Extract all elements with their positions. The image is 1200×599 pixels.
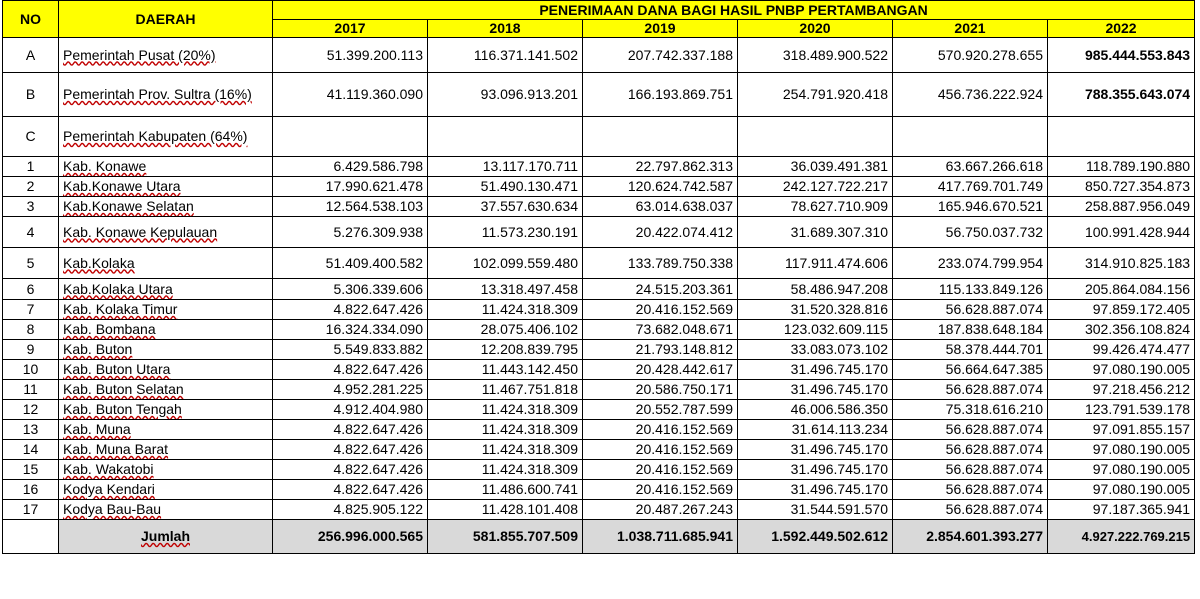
row-daerah-text: Kab.Kolaka xyxy=(63,254,135,271)
row-value: 97.080.190.005 xyxy=(1048,440,1195,460)
header-daerah: DAERAH xyxy=(59,1,273,38)
row-no: 8 xyxy=(3,320,59,340)
row-value: 123.032.609.115 xyxy=(738,320,893,340)
row-value: 93.096.913.201 xyxy=(428,73,583,117)
row-value: 31.544.591.570 xyxy=(738,500,893,520)
table-row xyxy=(3,38,1195,73)
row-no: 16 xyxy=(3,480,59,500)
row-value: 102.099.559.480 xyxy=(428,248,583,279)
row-no: 14 xyxy=(3,440,59,460)
row-value: 20.416.152.569 xyxy=(583,480,738,500)
table-row xyxy=(3,440,1195,460)
row-value: 20.552.787.599 xyxy=(583,400,738,420)
row-no: 13 xyxy=(3,420,59,440)
row-value: 31.614.113.234 xyxy=(738,420,893,440)
total-value: 581.855.707.509 xyxy=(428,520,583,554)
row-value: 20.416.152.569 xyxy=(583,300,738,320)
header-group: PENERIMAAN DANA BAGI HASIL PNBP PERTAMBANGAN xyxy=(273,1,1195,20)
table-row xyxy=(3,197,1195,217)
row-value: 5.276.309.938 xyxy=(273,217,428,248)
row-value: 11.486.600.741 xyxy=(428,480,583,500)
row-daerah xyxy=(59,440,273,460)
row-daerah-text: Kab.Konawe Utara xyxy=(63,178,181,194)
total-label-text: Jumlah xyxy=(140,528,190,544)
row-daerah xyxy=(59,177,273,197)
row-daerah-text: Kab.Kolaka Utara xyxy=(63,280,173,297)
row-no: 6 xyxy=(3,279,59,300)
row-no: 17 xyxy=(3,500,59,520)
row-value: 51.409.400.582 xyxy=(273,248,428,279)
row-value: 31.496.745.170 xyxy=(738,480,893,500)
row-value: 4.822.647.426 xyxy=(273,300,428,320)
row-no: A xyxy=(3,38,59,73)
row-value: 97.080.190.005 xyxy=(1048,460,1195,480)
row-value: 13.117.170.711 xyxy=(428,157,583,177)
row-daerah xyxy=(59,400,273,420)
row-value: 75.318.616.210 xyxy=(893,400,1048,420)
row-value: 16.324.334.090 xyxy=(273,320,428,340)
row-value: 570.920.278.655 xyxy=(893,38,1048,73)
row-value: 118.789.190.880 xyxy=(1048,157,1195,177)
row-value: 123.791.539.178 xyxy=(1048,400,1195,420)
total-value: 256.996.000.565 xyxy=(273,520,428,554)
row-value: 254.791.920.418 xyxy=(738,73,893,117)
row-value: 11.424.318.309 xyxy=(428,300,583,320)
row-no: 1 xyxy=(3,157,59,177)
row-value: 133.789.750.338 xyxy=(583,248,738,279)
row-daerah xyxy=(59,300,273,320)
table-row xyxy=(3,279,1195,300)
row-value: 63.014.638.037 xyxy=(583,197,738,217)
row-value: 11.424.318.309 xyxy=(428,400,583,420)
header-year: 2022 xyxy=(1048,20,1195,38)
row-value: 4.822.647.426 xyxy=(273,460,428,480)
row-value: 56.628.887.074 xyxy=(893,500,1048,520)
row-value: 36.039.491.381 xyxy=(738,157,893,177)
row-value: 4.822.647.426 xyxy=(273,440,428,460)
table-row xyxy=(3,217,1195,248)
row-value: 11.573.230.191 xyxy=(428,217,583,248)
row-no: B xyxy=(3,73,59,117)
row-value: 31.496.745.170 xyxy=(738,440,893,460)
row-value: 233.074.799.954 xyxy=(893,248,1048,279)
row-daerah-text: Kab. Muna Barat xyxy=(63,441,169,457)
row-value xyxy=(583,117,738,157)
row-daerah xyxy=(59,217,273,248)
row-no: 7 xyxy=(3,300,59,320)
row-value: 4.822.647.426 xyxy=(273,360,428,380)
table-row xyxy=(3,320,1195,340)
total-no-cell xyxy=(3,520,59,554)
pnbp-table xyxy=(2,0,1195,554)
row-no: 3 xyxy=(3,197,59,217)
row-value: 63.667.266.618 xyxy=(893,157,1048,177)
row-daerah-text: Pemerintah Pusat (20%) xyxy=(63,46,216,63)
row-daerah xyxy=(59,480,273,500)
row-value: 850.727.354.873 xyxy=(1048,177,1195,197)
row-daerah-text: Pemerintah Kabupaten (64%) xyxy=(63,128,248,144)
row-value: 20.487.267.243 xyxy=(583,500,738,520)
row-no: 9 xyxy=(3,340,59,360)
row-value: 187.838.648.184 xyxy=(893,320,1048,340)
table-row xyxy=(3,500,1195,520)
row-value: 13.318.497.458 xyxy=(428,279,583,300)
row-value: 4.912.404.980 xyxy=(273,400,428,420)
row-daerah-text: Kab. Buton xyxy=(63,341,133,357)
row-value: 4.822.647.426 xyxy=(273,480,428,500)
row-value: 12.564.538.103 xyxy=(273,197,428,217)
row-daerah xyxy=(59,380,273,400)
row-value: 31.496.745.170 xyxy=(738,360,893,380)
row-daerah xyxy=(59,157,273,177)
row-value: 56.628.887.074 xyxy=(893,380,1048,400)
table-row xyxy=(3,248,1195,279)
row-value: 24.515.203.361 xyxy=(583,279,738,300)
row-value: 97.218.456.212 xyxy=(1048,380,1195,400)
row-value: 51.399.200.113 xyxy=(273,38,428,73)
total-value: 1.038.711.685.941 xyxy=(583,520,738,554)
row-daerah-text: Kab. Muna xyxy=(63,421,131,437)
total-row xyxy=(3,520,1195,554)
header-year: 2019 xyxy=(583,20,738,38)
row-value: 97.187.365.941 xyxy=(1048,500,1195,520)
table-row xyxy=(3,340,1195,360)
table-row xyxy=(3,480,1195,500)
row-value: 116.371.141.502 xyxy=(428,38,583,73)
row-value: 258.887.956.049 xyxy=(1048,197,1195,217)
row-no: C xyxy=(3,117,59,157)
row-daerah xyxy=(59,279,273,300)
row-daerah-text: Kodya Bau-Bau xyxy=(63,501,162,517)
row-value: 165.946.670.521 xyxy=(893,197,1048,217)
table-row xyxy=(3,400,1195,420)
row-value: 58.486.947.208 xyxy=(738,279,893,300)
row-value: 56.628.887.074 xyxy=(893,440,1048,460)
row-value: 6.429.586.798 xyxy=(273,157,428,177)
row-value: 207.742.337.188 xyxy=(583,38,738,73)
row-value: 11.467.751.818 xyxy=(428,380,583,400)
row-value: 56.664.647.385 xyxy=(893,360,1048,380)
total-value: 4.927.222.769.215 xyxy=(1048,520,1195,554)
total-value: 1.592.449.502.612 xyxy=(738,520,893,554)
row-value: 4.952.281.225 xyxy=(273,380,428,400)
row-no: 4 xyxy=(3,217,59,248)
row-value: 31.496.745.170 xyxy=(738,460,893,480)
row-value: 318.489.900.522 xyxy=(738,38,893,73)
row-value: 11.443.142.450 xyxy=(428,360,583,380)
row-daerah-text: Kab. Buton Utara xyxy=(63,361,171,377)
table-row xyxy=(3,300,1195,320)
row-value: 56.628.887.074 xyxy=(893,300,1048,320)
header-year: 2017 xyxy=(273,20,428,38)
row-daerah-text: Kab.Konawe Selatan xyxy=(63,198,194,214)
row-value: 31.689.307.310 xyxy=(738,217,893,248)
row-value: 20.416.152.569 xyxy=(583,460,738,480)
table-row xyxy=(3,380,1195,400)
row-value: 41.119.360.090 xyxy=(273,73,428,117)
row-value: 28.075.406.102 xyxy=(428,320,583,340)
row-daerah xyxy=(59,38,273,73)
row-daerah-text: Kab. Konawe Kepulauan xyxy=(63,223,218,240)
row-value: 33.083.073.102 xyxy=(738,340,893,360)
table-row xyxy=(3,420,1195,440)
table-row xyxy=(3,73,1195,117)
row-daerah-text: Kab. Wakatobi xyxy=(63,461,154,477)
row-value: 56.628.887.074 xyxy=(893,420,1048,440)
row-value: 985.444.553.843 xyxy=(1048,38,1195,73)
table-row xyxy=(3,157,1195,177)
row-value: 456.736.222.924 xyxy=(893,73,1048,117)
row-value xyxy=(428,117,583,157)
row-daerah-text: Kab. Buton Selatan xyxy=(63,381,184,397)
row-value: 314.910.825.183 xyxy=(1048,248,1195,279)
row-value xyxy=(738,117,893,157)
row-value: 11.424.318.309 xyxy=(428,420,583,440)
row-value: 97.091.855.157 xyxy=(1048,420,1195,440)
row-value: 20.428.442.617 xyxy=(583,360,738,380)
row-value: 97.080.190.005 xyxy=(1048,480,1195,500)
row-value xyxy=(273,117,428,157)
row-value: 302.356.108.824 xyxy=(1048,320,1195,340)
row-value: 4.822.647.426 xyxy=(273,420,428,440)
row-value: 21.793.148.812 xyxy=(583,340,738,360)
row-value: 20.416.152.569 xyxy=(583,440,738,460)
row-value: 97.080.190.005 xyxy=(1048,360,1195,380)
row-value: 20.416.152.569 xyxy=(583,420,738,440)
row-daerah xyxy=(59,320,273,340)
row-value: 11.428.101.408 xyxy=(428,500,583,520)
row-no: 2 xyxy=(3,177,59,197)
row-daerah xyxy=(59,500,273,520)
row-daerah xyxy=(59,197,273,217)
row-value: 11.424.318.309 xyxy=(428,440,583,460)
row-daerah xyxy=(59,73,273,117)
row-daerah xyxy=(59,340,273,360)
row-value: 56.628.887.074 xyxy=(893,480,1048,500)
row-value: 100.991.428.944 xyxy=(1048,217,1195,248)
row-value: 37.557.630.634 xyxy=(428,197,583,217)
row-value: 117.911.474.606 xyxy=(738,248,893,279)
row-value: 20.422.074.412 xyxy=(583,217,738,248)
row-value: 115.133.849.126 xyxy=(893,279,1048,300)
row-value: 20.586.750.171 xyxy=(583,380,738,400)
table-row xyxy=(3,177,1195,197)
row-value: 166.193.869.751 xyxy=(583,73,738,117)
row-value: 417.769.701.749 xyxy=(893,177,1048,197)
row-value: 31.520.328.816 xyxy=(738,300,893,320)
row-value: 78.627.710.909 xyxy=(738,197,893,217)
row-value: 17.990.621.478 xyxy=(273,177,428,197)
row-value xyxy=(893,117,1048,157)
row-daerah-text: Kodya Kendari xyxy=(63,481,155,497)
header-year: 2021 xyxy=(893,20,1048,38)
row-daerah xyxy=(59,360,273,380)
table-row xyxy=(3,360,1195,380)
row-value: 22.797.862.313 xyxy=(583,157,738,177)
row-value: 97.859.172.405 xyxy=(1048,300,1195,320)
table-row xyxy=(3,117,1195,157)
row-value: 58.378.444.701 xyxy=(893,340,1048,360)
row-value: 56.628.887.074 xyxy=(893,460,1048,480)
row-no: 10 xyxy=(3,360,59,380)
total-value: 2.854.601.393.277 xyxy=(893,520,1048,554)
row-value: 56.750.037.732 xyxy=(893,217,1048,248)
row-value: 120.624.742.587 xyxy=(583,177,738,197)
row-no: 5 xyxy=(3,248,59,279)
row-no: 11 xyxy=(3,380,59,400)
row-value: 788.355.643.074 xyxy=(1048,73,1195,117)
header-year: 2018 xyxy=(428,20,583,38)
row-daerah-text: Kab. Konawe xyxy=(63,158,147,174)
row-value: 205.864.084.156 xyxy=(1048,279,1195,300)
row-value: 12.208.839.795 xyxy=(428,340,583,360)
row-daerah-text: Kab. Kolaka Timur xyxy=(63,301,178,317)
total-label xyxy=(59,520,273,554)
table-row xyxy=(3,460,1195,480)
header-no: NO xyxy=(3,1,59,38)
row-no: 12 xyxy=(3,400,59,420)
row-daerah-text: Pemerintah Prov. Sultra (16%) xyxy=(63,86,252,102)
row-no: 15 xyxy=(3,460,59,480)
row-value: 99.426.474.477 xyxy=(1048,340,1195,360)
row-daerah-text: Kab. Bombana xyxy=(63,321,156,337)
row-value: 5.306.339.606 xyxy=(273,279,428,300)
row-daerah xyxy=(59,117,273,157)
row-value: 31.496.745.170 xyxy=(738,380,893,400)
row-value: 51.490.130.471 xyxy=(428,177,583,197)
row-value: 46.006.586.350 xyxy=(738,400,893,420)
row-daerah xyxy=(59,420,273,440)
row-daerah xyxy=(59,248,273,279)
row-value: 73.682.048.671 xyxy=(583,320,738,340)
row-daerah xyxy=(59,460,273,480)
row-value xyxy=(1048,117,1195,157)
row-value: 5.549.833.882 xyxy=(273,340,428,360)
header-year: 2020 xyxy=(738,20,893,38)
row-value: 242.127.722.217 xyxy=(738,177,893,197)
row-value: 4.825.905.122 xyxy=(273,500,428,520)
row-daerah-text: Kab. Buton Tengah xyxy=(63,401,182,417)
row-value: 11.424.318.309 xyxy=(428,460,583,480)
